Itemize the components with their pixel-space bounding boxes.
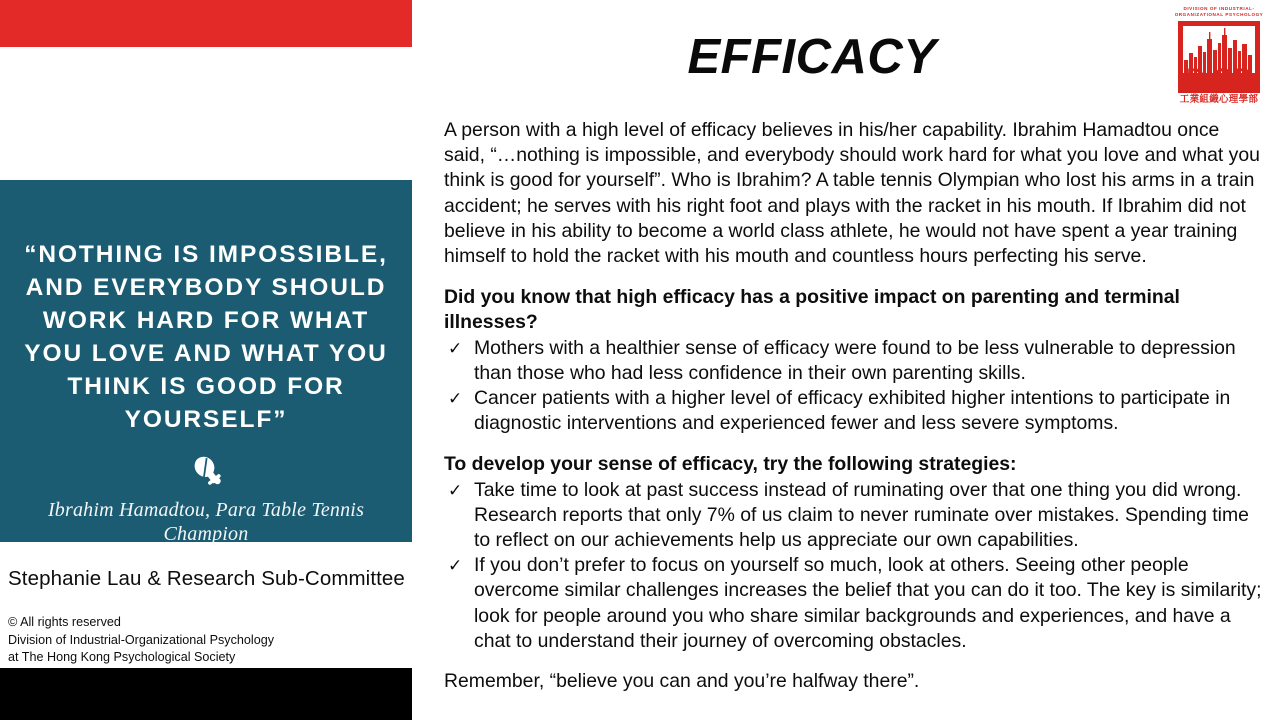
check-icon: ✓ bbox=[448, 480, 463, 500]
top-red-accent-bar bbox=[0, 0, 412, 47]
list-item-text: If you don’t prefer to focus on yourself so much, look at others. Seeing other people overcome similar challenges increases the belief that you can do it too. The key is similarity; look for people around you who share similar backgrounds and experiences, and have a chat to understand their journey of overcoming obstacles. bbox=[474, 554, 1262, 652]
table-tennis-paddle-icon bbox=[16, 456, 396, 490]
quote-panel bbox=[0, 180, 412, 545]
check-icon: ✓ bbox=[448, 338, 463, 358]
list-item bbox=[444, 553, 1262, 654]
section-2-list bbox=[444, 478, 1262, 654]
list-item-text: Mothers with a healthier sense of efficacy were found to be less vulnerable to depression than those who had less confidence in their own parenting skills. bbox=[474, 336, 1236, 384]
intro-paragraph: A person with a high level of efficacy believes in his/her capability. Ibrahim Hamadtou once said, “…nothing is impossible, and everybody should work hard for what you love and what you think is good for yourself”. Who is Ibrahim? A table tennis Olympian who lost his arms in a train accident; he serves with his right foot and plays with the racket in his mouth. If Ibrahim did not believe in his ability to become a world class athlete, he would not have spent a year training himself to hold the racket with his mouth and countless hours perfecting his serve. bbox=[444, 119, 1260, 268]
logo-caption-top: DIVISION OF INDUSTRIAL-ORGANIZATIONAL PSYCHOLOGY bbox=[1174, 6, 1264, 18]
section-2-heading: To develop your sense of efficacy, try the following strategies: bbox=[444, 453, 1017, 476]
right-column bbox=[412, 0, 1280, 720]
list-item bbox=[444, 478, 1262, 554]
list-item bbox=[444, 386, 1262, 436]
section-1-heading: Did you know that high efficacy has a positive impact on parenting and terminal illnesses? bbox=[444, 286, 1180, 334]
closing-paragraph: Remember, “believe you can and you’re halfway there”. bbox=[444, 670, 920, 693]
list-item-text: Take time to look at past success instead of ruminating over that one thing you did wrong. Research reports that only 7% of us claim to never ruminate over mistakes. Spending time to reflect on our achievements help us appreciate our own capabilities. bbox=[474, 478, 1249, 552]
check-icon: ✓ bbox=[448, 389, 463, 409]
check-icon: ✓ bbox=[448, 556, 463, 576]
copyright-block bbox=[8, 614, 408, 667]
logo-red-square bbox=[1178, 21, 1260, 93]
body-content bbox=[444, 118, 1262, 694]
logo-wordmark: DIOP bbox=[1186, 64, 1252, 88]
list-item bbox=[444, 336, 1262, 386]
quote-text: “NOTHING IS IMPOSSIBLE, AND EVERYBODY SHOULD WORK HARD FOR WHAT YOU LOVE AND WHAT YOU THINK IS GOOD FOR YOURSELF” bbox=[24, 241, 388, 433]
page-title: EFFICACY bbox=[687, 30, 937, 84]
society-line: at The Hong Kong Psychological Society bbox=[8, 650, 236, 664]
logo-caption-chinese: 工業組織心理學部 bbox=[1179, 94, 1259, 105]
spacer bbox=[444, 654, 1262, 669]
quote-attribution: Ibrahim Hamadtou, Para Table Tennis Champion bbox=[47, 499, 365, 545]
author-credit: Stephanie Lau & Research Sub-Committee bbox=[8, 567, 405, 590]
left-column bbox=[0, 0, 412, 720]
logo-skyline-area bbox=[1183, 26, 1255, 88]
division-line: Division of Industrial-Organizational Psychology bbox=[8, 632, 274, 647]
section-1-list bbox=[444, 336, 1262, 437]
bottom-black-accent-bar bbox=[0, 668, 412, 720]
list-item-text: Cancer patients with a higher level of efficacy exhibited higher intentions to participate in diagnostic interventions and experienced fewer and less severe symptoms. bbox=[474, 387, 1231, 435]
copyright-line: © All rights reserved bbox=[8, 615, 121, 629]
diop-skyline-logo bbox=[1164, 4, 1274, 108]
